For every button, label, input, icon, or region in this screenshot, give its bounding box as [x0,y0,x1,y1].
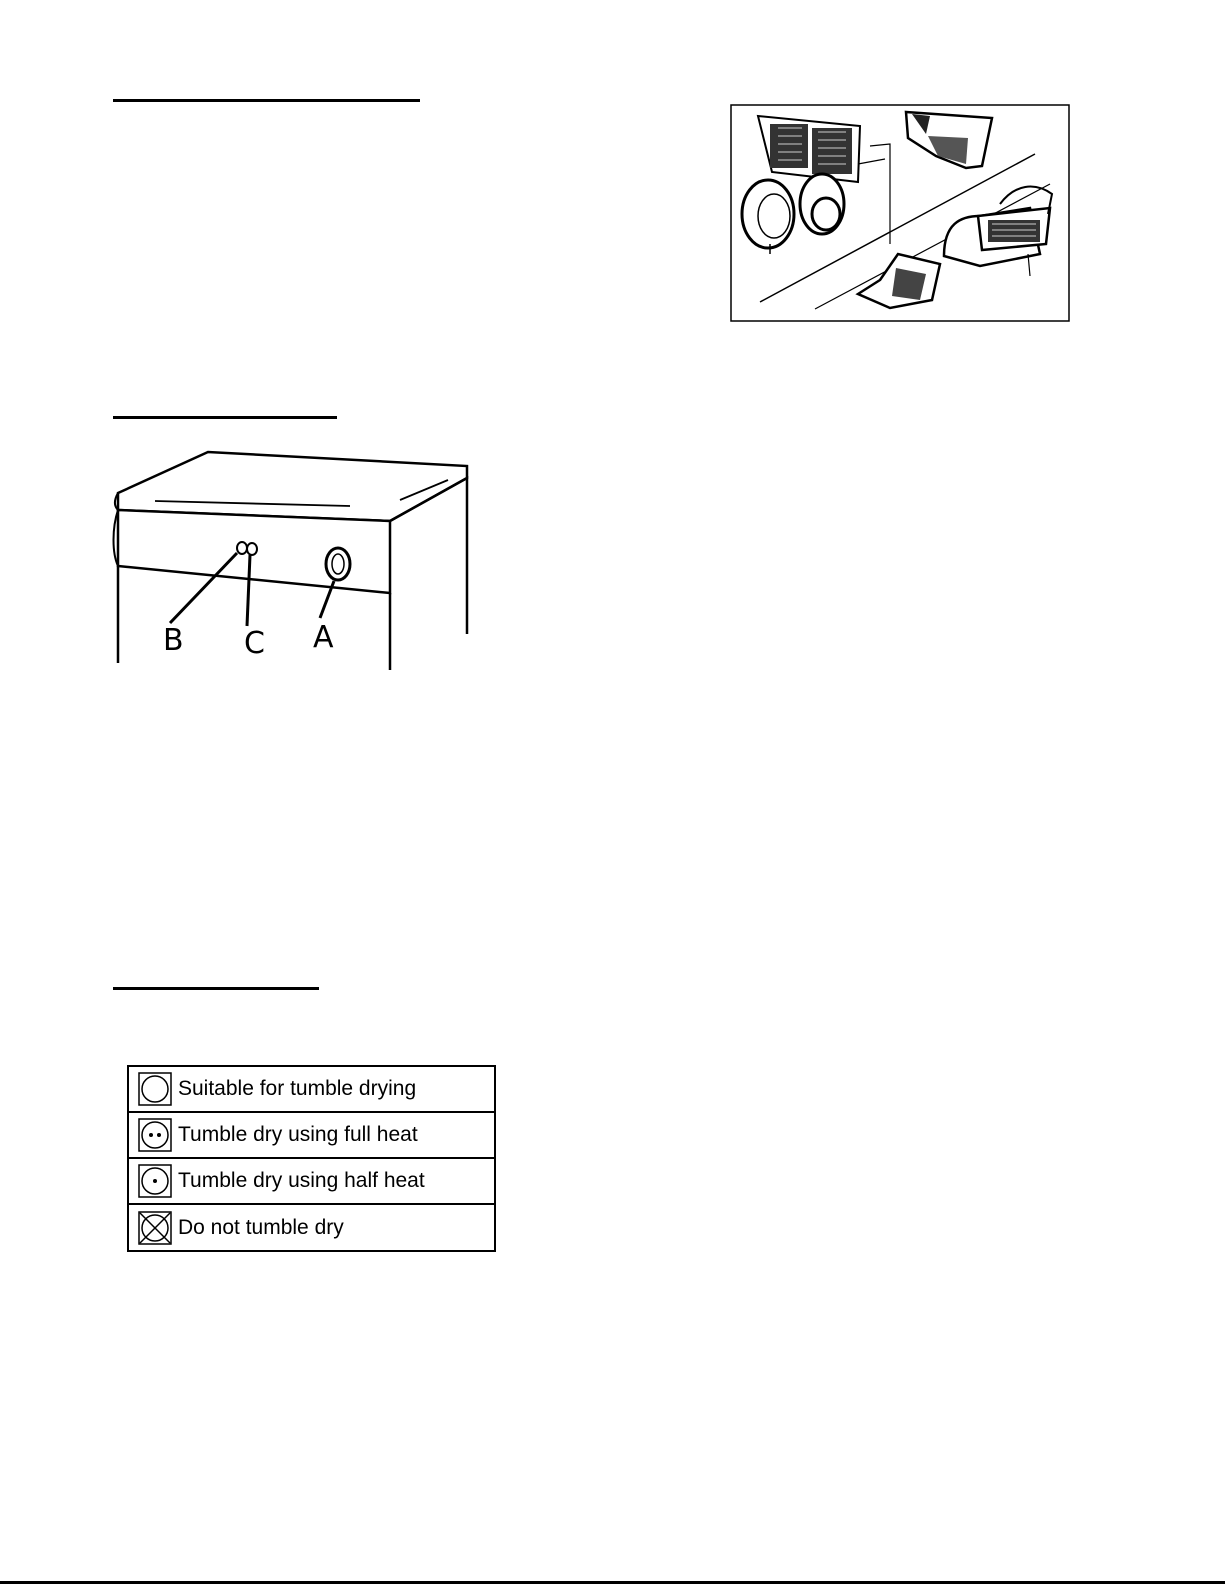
crossed-circle-icon [138,1211,172,1245]
symbol-label: Do not tumble dry [178,1215,344,1239]
one-dot-circle-icon [138,1164,172,1198]
table-row [129,1067,494,1113]
section-rule-filter [113,99,420,102]
circle-in-square-icon [138,1072,172,1106]
filter-cleaning-illustration [730,104,1070,322]
callout-label-a: A [313,620,334,655]
table-row [129,1159,494,1205]
table-row [129,1113,494,1159]
table-row [129,1205,494,1250]
care-symbols-table [127,1065,496,1252]
timer-knob-a [326,548,350,580]
section-rule-controls [113,416,337,419]
page-bottom-rule [0,1581,1225,1584]
callout-label-c: C [244,626,265,661]
symbol-label: Suitable for tumble drying [178,1077,417,1100]
symbol-label: Tumble dry using half heat [178,1169,425,1192]
symbol-label: Tumble dry using full heat [178,1123,418,1146]
section-rule-care-labels [113,987,319,990]
two-dots-circle-icon [138,1118,172,1152]
callout-label-b: B [163,623,184,658]
